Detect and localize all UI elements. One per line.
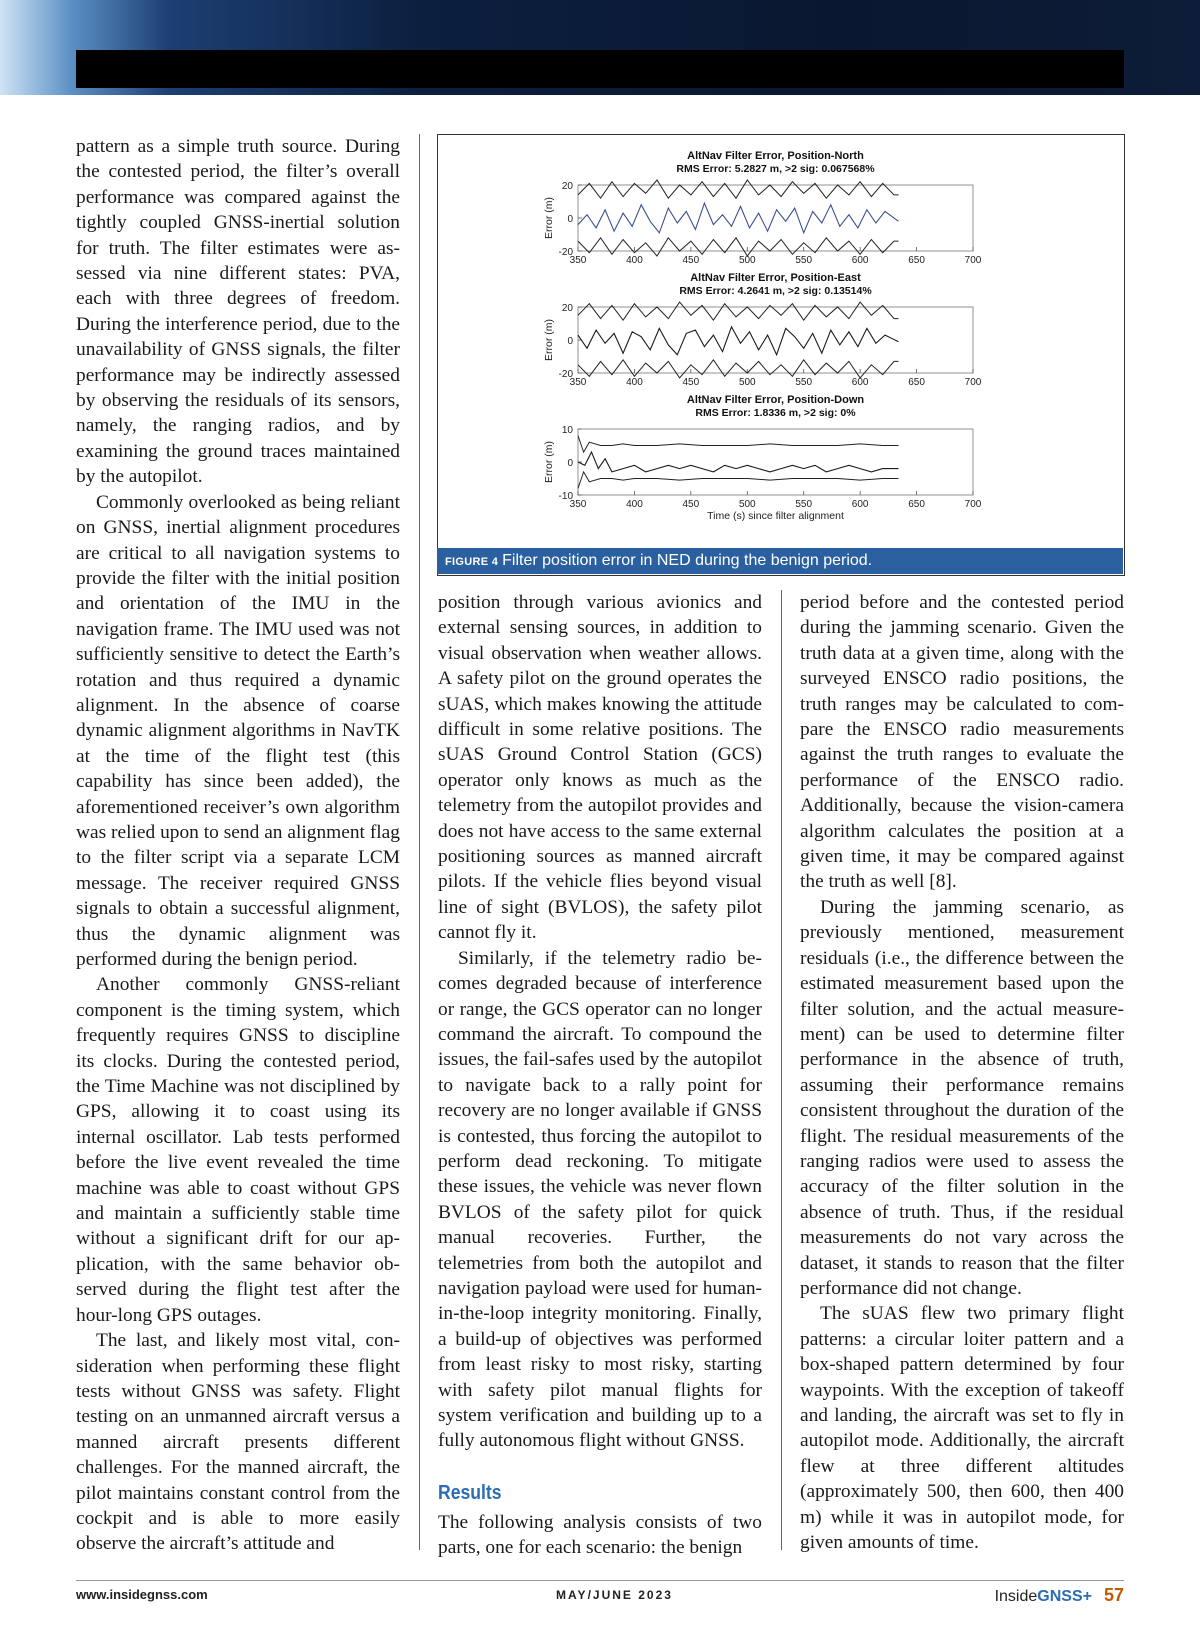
x-tick-label: 350 <box>569 255 587 266</box>
series-line-error <box>578 452 899 472</box>
series-line--2-sigma <box>578 472 899 489</box>
x-tick-label: 700 <box>964 377 982 388</box>
x-tick-label: 700 <box>964 255 982 266</box>
series-line--2-sigma <box>578 360 899 378</box>
x-tick-label: 500 <box>738 499 756 510</box>
figure-4 <box>437 134 1125 576</box>
y-tick-label: 0 <box>567 458 573 469</box>
y-axis-label: Error (m) <box>543 441 555 483</box>
figure-caption-text: Filter position error in NED during the benign period. <box>502 552 873 569</box>
y-tick-label: 20 <box>561 181 573 192</box>
x-tick-label: 400 <box>626 255 643 266</box>
x-tick-label: 450 <box>682 255 700 266</box>
series-line--2-sigma <box>578 238 899 256</box>
brand-prefix: Inside <box>994 1588 1038 1605</box>
x-tick-label: 550 <box>795 499 813 510</box>
y-axis-label: Error (m) <box>543 197 555 239</box>
chart-subtitle: RMS Error: 4.2641 m, >2 sig: 0.13514% <box>679 285 872 297</box>
x-tick-label: 600 <box>851 255 869 266</box>
figure-label: FIGURE 4 <box>445 556 499 568</box>
y-tick-label: 20 <box>561 303 573 314</box>
paragraph: The following analysis consists of two parts, one for each scenario: the benign <box>438 1511 762 1559</box>
y-tick-label: -10 <box>558 491 573 502</box>
footer-brand <box>995 1586 1124 1606</box>
x-tick-label: 550 <box>795 255 813 266</box>
footer-url[interactable]: www.insidegnss.com <box>76 1587 208 1602</box>
brand-main: GNSS+ <box>1037 1588 1092 1605</box>
y-tick-label: 0 <box>567 214 573 225</box>
chart-title: AltNav Filter Error, Position-East <box>690 272 861 284</box>
paragraph: During the jamming scenario, as previously mentioned, measurement residuals (i.e., the difference between the estimated measurement based upon the filter solution, and the actual measurement) can be used to determine filter performance in the absence of truth, assuming their performance remains consistent throughout the duration of the flight. The residual measurements of the ranging radios were used to assess the accuracy of the filter solution in the absence of truth. Thus, if the residual measurements do not vary across the dataset, it stands to reason that the filter performance did not change. <box>800 896 1124 1299</box>
chart-subtitle: RMS Error: 5.2827 m, >2 sig: 0.067568% <box>676 163 875 175</box>
x-tick-label: 550 <box>795 377 813 388</box>
chart-title: AltNav Filter Error, Position-Down <box>686 394 865 406</box>
x-tick-label: 400 <box>626 499 643 510</box>
x-tick-label: 450 <box>682 499 700 510</box>
series-line--2-sigma <box>578 180 899 198</box>
x-tick-label: 500 <box>738 377 756 388</box>
paragraph: The sUAS flew two primary flight patterns: a circular loiter pattern and a box-shaped pattern determined by four waypoints. With the exception of takeoff and landing, the aircraft was set to fly in autopilot mode. Additionally, the aircraft flew at three different altitudes (approximately 500, then 600, then 400 m) while it was in autopilot mode, for given amounts of time. <box>800 1303 1124 1554</box>
figure-caption <box>437 548 1123 574</box>
chart-subtitle: RMS Error: 1.8336 m, >2 sig: 0% <box>695 407 856 419</box>
paragraph: Commonly overlooked as being reliant on GNSS, inertial alignment procedures are critical to all navigation systems to provide the filter with the initial position and orientation of the IMU in the navigation frame. The IMU used was not sufficiently sensitive to detect the Earth’s rotation and thus required a dynamic alignment. In the absence of coarse dynamic alignment algorithms in NavTK at the time of the flight test (this capability has since been added), the aforementioned receiver’s own algorithm was relied upon to send an alignment flag to the filter script via a separate LCM message. The receiver required GNSS signals to obtain a successful alignment, thus the dynamic alignment was performed during the benign period. <box>76 491 400 970</box>
y-tick-label: -20 <box>558 369 573 380</box>
series-line--2-sigma <box>578 436 899 453</box>
x-tick-label: 450 <box>682 377 700 388</box>
y-tick-label: -20 <box>558 247 573 258</box>
y-axis-label: Error (m) <box>543 319 555 361</box>
column-divider <box>781 590 782 1550</box>
y-tick-label: 0 <box>567 336 573 347</box>
section-heading-results: Results <box>438 1481 502 1504</box>
series-line-error <box>578 203 899 233</box>
column-divider <box>419 134 420 1550</box>
x-axis-label: Time (s) since filter alignment <box>707 510 844 522</box>
paragraph: position through various avionics and external sensing sources, in addition to visual observation when weather allows. A safety pilot on the ground operates the sUAS, which makes knowing the attitude difficult in some relative positions. The sUAS Ground Control Station (GCS) operator only knows as much as the telemetry from the autopilot provides and does not have access to the same external positioning sources as manned aircraft pilots. If the vehicle flies beyond visual line of sight (BVLOS), the safety pilot cannot fly it. <box>438 592 762 944</box>
x-tick-label: 650 <box>908 499 925 510</box>
paragraph: Similarly, if the telemetry radio becomes degraded because of interference or range, the GCS operator can no longer command the aircraft. To compound the issues, the fail-safes used by the autopilot to navigate back to a rally point for recovery are no longer available if GNSS is contested, thus forcing the autopilot to perform dead reckoning. To mitigate these issues, the vehicle was never flown BVLOS of the safety pilot for quick manual recoveries. Further, the telemetries from both the autopilot and navigation payload were used for human-in-the-loop integrity monitoring. Finally, a build-up of objectives was performed from least risky to most risky, starting with safety pilot manual flights for system verification and building up to a fully autonomous flight without GNSS. <box>438 947 762 1452</box>
series-line--2-sigma <box>578 302 899 320</box>
paragraph: period before and the contested period during the jamming scenario. Given the truth data at a given time, along with the surveyed ENSCO radio positions, the truth ranges may be calculated to compare the ENSCO radio measurements against the truth ranges to evaluate the performance of the ENSCO radio. Additionally, because the vision-camera algorithm calculates the position at a given time, it may be compared against the truth as well [8]. <box>800 592 1124 893</box>
x-tick-label: 500 <box>738 255 756 266</box>
paragraph: Another commonly GNSS-reliant component is the timing system, which frequently requires GNSS to discipline its clocks. During the contested period, the Time Machine was not disciplined by GPS, allowing it to coast using its internal oscillator. Lab tests performed before the live event revealed the time machine was able to coast without GPS and maintain a sufficiently stable time without a significant drift for our application, with the same behavior observed during the flight test after the hour-long GPS outages. <box>76 974 400 1326</box>
x-tick-label: 400 <box>626 377 643 388</box>
text-column-2 <box>438 590 762 1561</box>
text-column-1 <box>76 134 400 1557</box>
text-column-3 <box>800 590 1124 1555</box>
paragraph: The last, and likely most vital, consideration when performing these flight tests without GNSS was safety. Flight testing on an unmanned aircraft versus a manned aircraft presents different challenges. For the manned aircraft, the pilot maintains constant control from the cockpit and is able to more easily observe the aircraft’s attitude and <box>76 1330 400 1555</box>
x-tick-label: 700 <box>964 499 982 510</box>
plot-frame <box>578 429 973 495</box>
series-line-error <box>578 327 899 355</box>
footer-rule <box>76 1580 1124 1581</box>
x-tick-label: 350 <box>569 377 587 388</box>
chart-title: AltNav Filter Error, Position-North <box>687 150 864 162</box>
plot-frame <box>578 185 973 251</box>
x-tick-label: 600 <box>851 377 869 388</box>
x-tick-label: 350 <box>569 499 587 510</box>
footer-issue: MAY/JUNE 2023 <box>556 1588 673 1602</box>
x-tick-label: 650 <box>908 255 925 266</box>
x-tick-label: 600 <box>851 499 869 510</box>
x-tick-label: 650 <box>908 377 925 388</box>
figure-4-chart <box>438 135 1124 549</box>
plot-frame <box>578 307 973 373</box>
paragraph: pattern as a simple truth source. During the contested period, the filter’s overall performance was compared against the tightly coupled GNSS-inertial solution for truth. The filter estimates were assessed via nine different states: PVA, each with three degrees of freedom. During the interference period, due to the unavailability of GNSS signals, the filter performance may be indirectly assessed by observing the residuals of its sensors, namely, the ranging radios, and by examining the ground traces maintained by the autopilot. <box>76 136 400 488</box>
header-bar <box>76 50 1124 88</box>
y-tick-label: 10 <box>561 425 573 436</box>
page-number: 57 <box>1103 1585 1124 1605</box>
